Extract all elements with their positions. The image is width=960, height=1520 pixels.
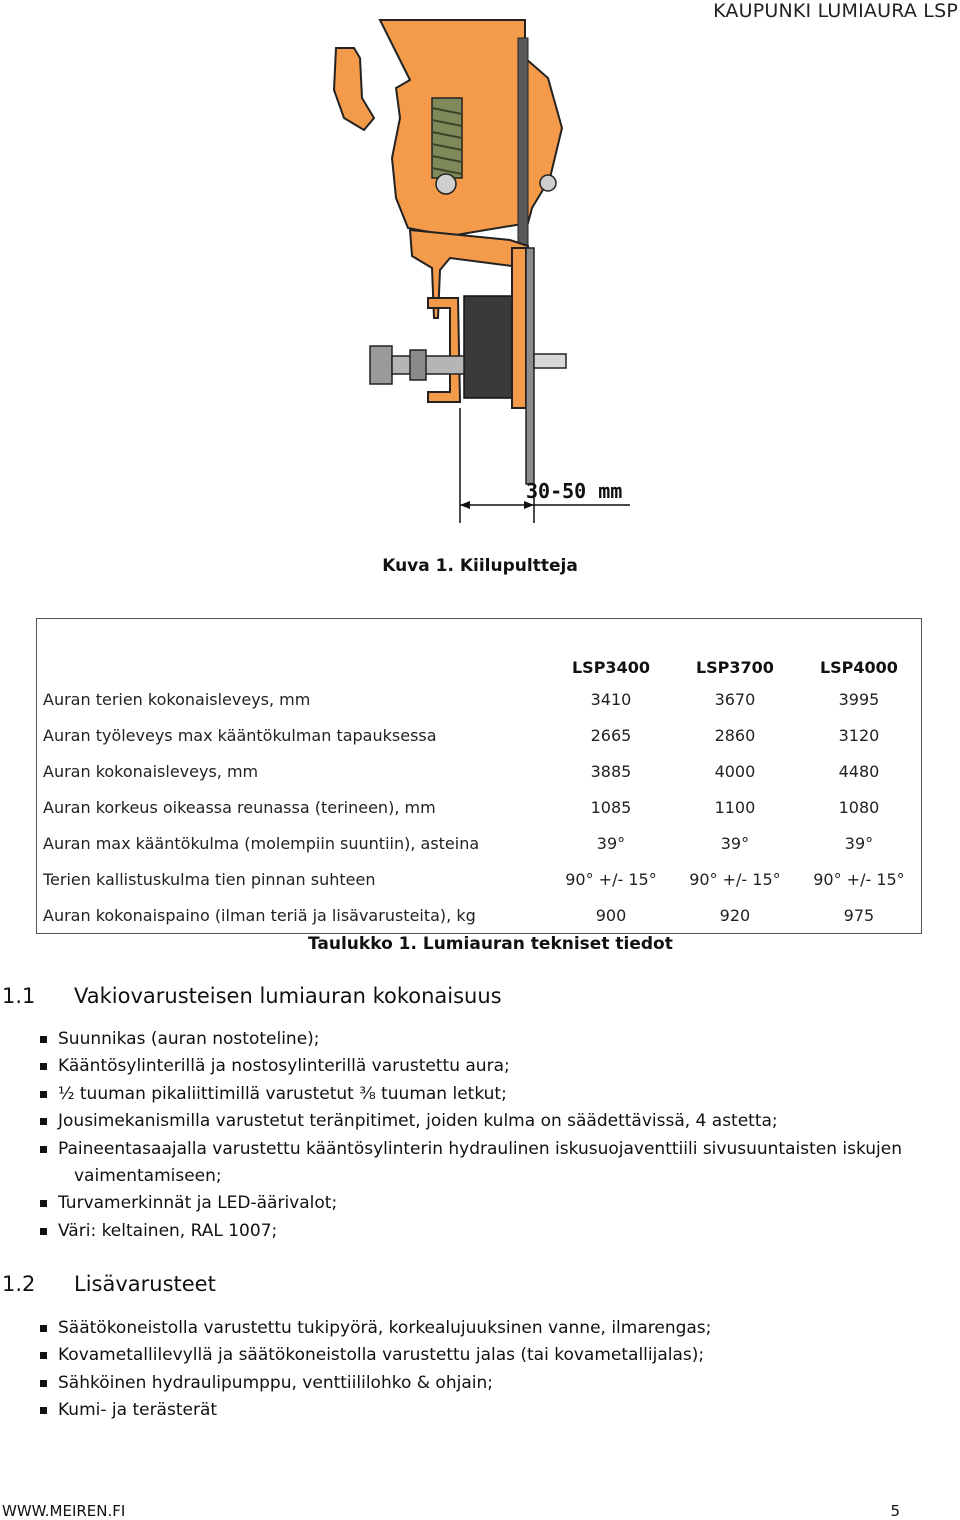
list-item bbox=[38, 1026, 960, 1053]
u-bracket bbox=[428, 298, 460, 402]
table-row bbox=[37, 681, 922, 717]
dimension-label: 30-50 mm bbox=[526, 479, 623, 503]
list-item-text: Sähköinen hydraulipumppu, venttiililohko & ohjain; bbox=[58, 1372, 493, 1393]
row-value: 4000 bbox=[714, 761, 756, 781]
standard-equipment-list bbox=[38, 1026, 960, 1245]
row-value: 39° bbox=[720, 833, 750, 853]
row-label: Auran kokonaispaino (ilman teriä ja lisävarusteita), kg bbox=[43, 905, 476, 925]
list-item bbox=[38, 1370, 960, 1397]
list-item bbox=[38, 1081, 960, 1108]
rubber-block bbox=[464, 296, 512, 398]
section-title: Lisävarusteet bbox=[74, 1272, 216, 1296]
list-item-text: Jousimekanismilla varustetut teränpitimet, joiden kulma on säädettävissä, 4 astetta; bbox=[58, 1111, 778, 1132]
accessories-list bbox=[38, 1315, 960, 1425]
row-value: 3120 bbox=[838, 725, 880, 745]
list-item bbox=[38, 1190, 960, 1217]
list-item bbox=[38, 1218, 960, 1245]
row-label: Auran max kääntökulma (molempiin suuntiin), asteina bbox=[43, 833, 480, 853]
row-value: 2665 bbox=[590, 725, 632, 745]
list-item-text: Kovametallilevyllä ja säätökoneistolla varustettu jalas (tai kovametallijalas); bbox=[58, 1345, 705, 1366]
section-heading-standard-equipment bbox=[0, 984, 502, 1008]
row-label: Terien kallistuskulma tien pinnan suhteen bbox=[43, 869, 376, 889]
table-col-header: LSP3400 bbox=[571, 658, 650, 677]
list-item bbox=[38, 1136, 960, 1191]
wedge-bolt-nut bbox=[410, 350, 426, 380]
document-header-title: KAUPUNKI LUMIAURA LSP bbox=[713, 0, 958, 22]
wedge-bolt-figure bbox=[300, 18, 660, 528]
list-item bbox=[38, 1108, 960, 1135]
row-value: 900 bbox=[595, 905, 627, 925]
table-col-header: LSP4000 bbox=[819, 658, 898, 677]
blade-plate-gray bbox=[526, 248, 534, 484]
table-header-blank bbox=[37, 619, 550, 682]
spec-table bbox=[36, 618, 922, 934]
row-value: 39° bbox=[844, 833, 874, 853]
row-value: 2860 bbox=[714, 725, 756, 745]
row-label: Auran korkeus oikeassa reunassa (terineen), mm bbox=[43, 797, 436, 817]
row-value: 3995 bbox=[838, 689, 880, 709]
row-value: 90° +/- 15° bbox=[565, 869, 657, 889]
figure-caption: Kuva 1. Kiilupultteja bbox=[382, 556, 578, 576]
list-item-text: Kumi- ja terästerät bbox=[58, 1400, 218, 1421]
vertical-plate bbox=[518, 38, 528, 248]
row-label: Auran työleveys max kääntökulman tapauksessa bbox=[43, 725, 437, 745]
row-value: 3885 bbox=[590, 761, 632, 781]
row-label: Auran kokonaisleveys, mm bbox=[43, 761, 259, 781]
row-label: Auran terien kokonaisleveys, mm bbox=[43, 689, 311, 709]
row-value: 39° bbox=[596, 833, 626, 853]
wedge-bolt-shaft bbox=[392, 356, 464, 374]
section-number: 1.1 bbox=[2, 984, 36, 1008]
row-value: 975 bbox=[843, 905, 875, 925]
footer-website: WWW.MEIREN.FI bbox=[2, 1502, 126, 1520]
row-value: 1080 bbox=[838, 797, 880, 817]
blade-plate bbox=[512, 248, 526, 408]
table-row bbox=[37, 789, 922, 825]
row-value: 3670 bbox=[714, 689, 756, 709]
list-item-text: Väri: keltainen, RAL 1007; bbox=[58, 1220, 278, 1241]
bolt-tip bbox=[534, 354, 566, 368]
row-value: 90° +/- 15° bbox=[813, 869, 905, 889]
list-item-text: Kääntösylinterillä ja nostosylinterillä varustettu aura; bbox=[58, 1056, 510, 1077]
list-item-continuation: vaimentamiseen; bbox=[74, 1166, 222, 1187]
section-title: Vakiovarusteisen lumiauran kokonaisuus bbox=[74, 984, 502, 1008]
list-item bbox=[38, 1342, 960, 1369]
side-bolt bbox=[540, 175, 556, 191]
table-row bbox=[37, 861, 922, 897]
list-item-text: Paineentasaajalla varustettu kääntösylinterin hydraulinen iskusuojaventtiili sivusuuntaisten iskujen bbox=[58, 1138, 903, 1159]
table-col-header: LSP3700 bbox=[695, 658, 774, 677]
table-row bbox=[37, 753, 922, 789]
list-item-text: ½ tuuman pikaliittimillä varustetut ⅜ tuuman letkut; bbox=[58, 1083, 507, 1104]
table-row bbox=[37, 717, 922, 753]
upper-bracket bbox=[380, 20, 562, 236]
list-item-text: Säätökoneistolla varustettu tukipyörä, korkealujuuksinen vanne, ilmarengas; bbox=[58, 1318, 712, 1338]
list-item bbox=[38, 1053, 960, 1080]
row-value: 3410 bbox=[590, 689, 632, 709]
pivot-bolt bbox=[436, 174, 456, 194]
list-item-text: Turvamerkinnät ja LED-äärivalot; bbox=[58, 1193, 338, 1214]
table-header-row bbox=[37, 619, 922, 682]
section-number: 1.2 bbox=[2, 1272, 36, 1296]
row-value: 4480 bbox=[838, 761, 880, 781]
row-value: 90° +/- 15° bbox=[689, 869, 781, 889]
wedge-bolt-head bbox=[370, 346, 392, 384]
row-value: 1100 bbox=[714, 797, 756, 817]
footer-page-number: 5 bbox=[890, 1502, 900, 1520]
bracket-arm bbox=[334, 48, 374, 130]
table-row bbox=[37, 825, 922, 861]
list-item bbox=[38, 1315, 960, 1342]
row-value: 1085 bbox=[590, 797, 632, 817]
list-item-text: Suunnikas (auran nostoteline); bbox=[58, 1029, 320, 1049]
table-caption: Taulukko 1. Lumiauran tekniset tiedot bbox=[308, 934, 673, 954]
table-row bbox=[37, 897, 922, 934]
section-heading-accessories bbox=[0, 1272, 216, 1296]
list-item bbox=[38, 1397, 960, 1424]
row-value: 920 bbox=[719, 905, 751, 925]
